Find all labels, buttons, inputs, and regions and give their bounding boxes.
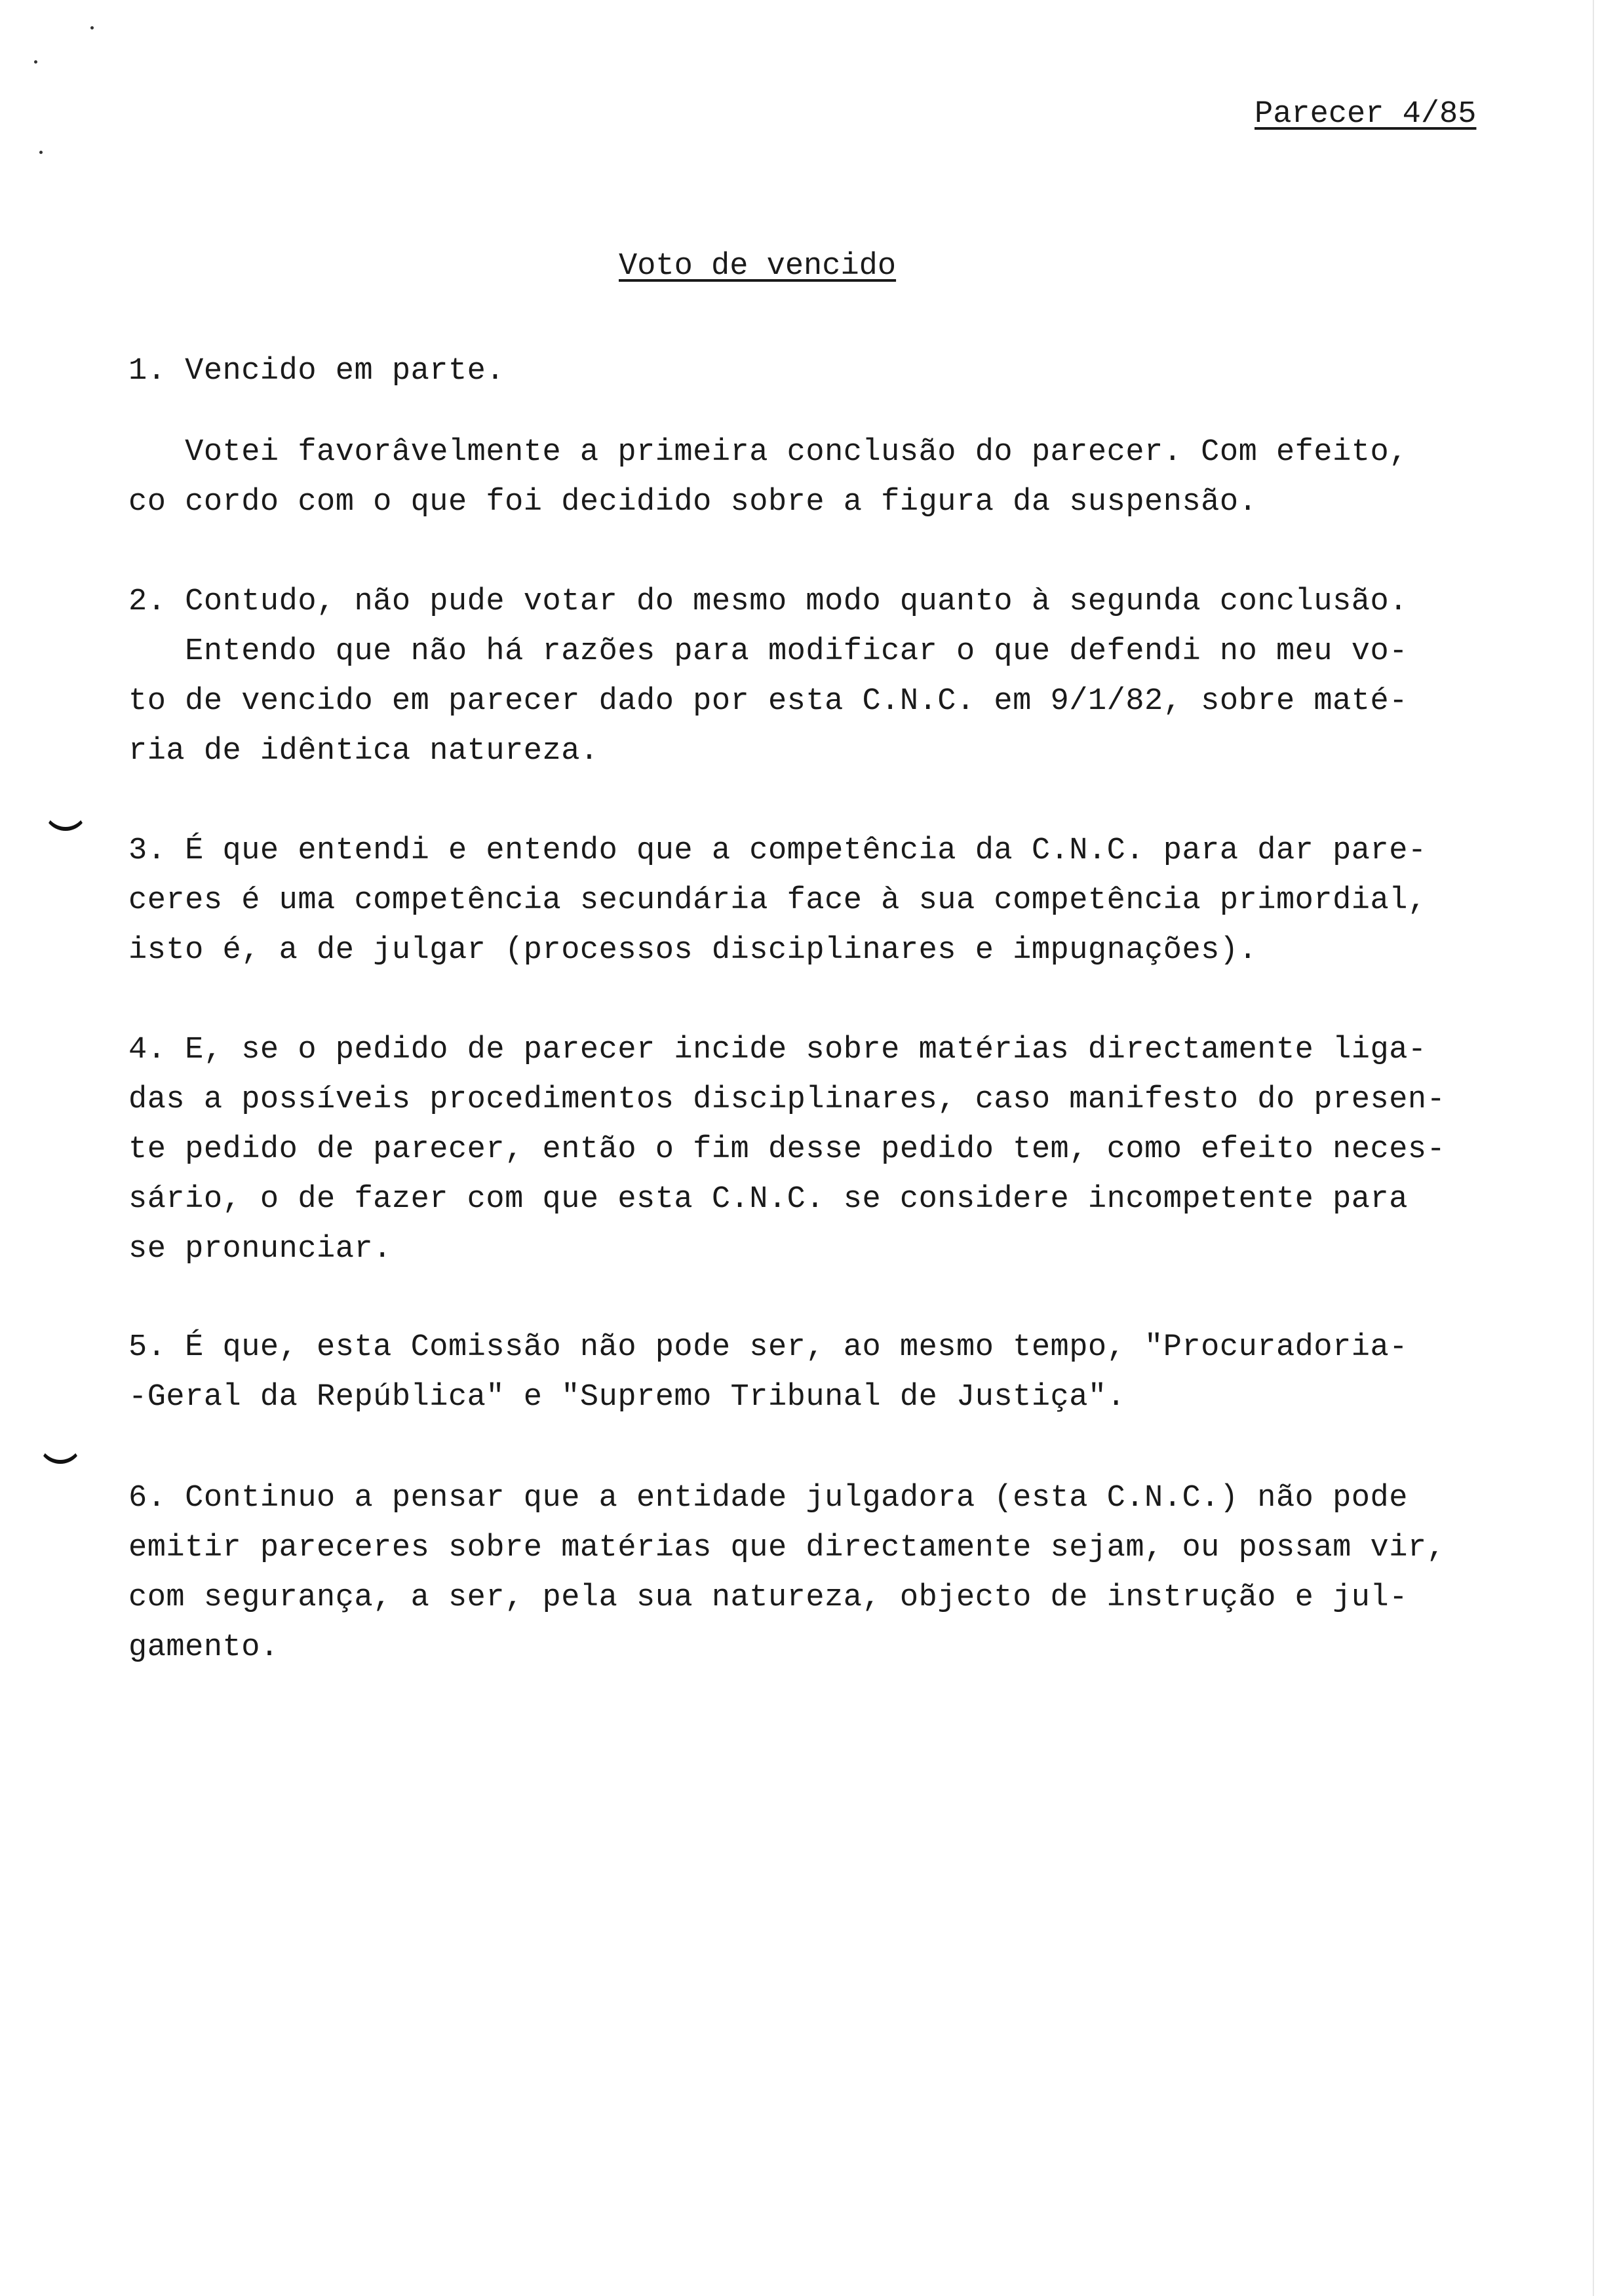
paragraph-line: ceres é uma competência secundária face à sua competência primordial, xyxy=(128,883,1427,918)
paragraph-line: das a possíveis procedimentos disciplinares, caso manifesto do presen- xyxy=(128,1082,1446,1117)
margin-check-mark xyxy=(38,1440,83,1464)
scan-edge xyxy=(1593,0,1594,2296)
paragraph-line: 5. É que, esta Comissão não pode ser, ao mesmo tempo, "Procuradoria- xyxy=(128,1330,1408,1365)
paragraph-line: emitir pareceres sobre matérias que directamente sejam, ou possam vir, xyxy=(128,1531,1446,1565)
paragraph-line: com segurança, a ser, pela sua natureza, objecto de instrução e jul- xyxy=(128,1580,1408,1615)
paragraph-line: Votei favorâvelmente a primeira conclusão do parecer. Com efeito, xyxy=(128,435,1408,470)
paragraph-line: sário, o de fazer com que esta C.N.C. se considere incompetente para xyxy=(128,1182,1408,1217)
paragraph-line: co cordo com o que foi decidido sobre a figura da suspensão. xyxy=(128,485,1258,520)
paragraph-line: 2. Contudo, não pude votar do mesmo modo quanto à segunda conclusão. xyxy=(128,584,1408,619)
paragraph-line: isto é, a de julgar (processos disciplinares e impugnações). xyxy=(128,933,1258,968)
paragraph-line: -Geral da República" e "Supremo Tribunal de Justiça". xyxy=(128,1380,1126,1415)
paragraph-line: to de vencido em parecer dado por esta C.N.C. em 9/1/82, sobre maté- xyxy=(128,684,1408,719)
paragraph-line: te pedido de parecer, então o fim desse pedido tem, como efeito neces- xyxy=(128,1132,1446,1167)
scan-speck xyxy=(39,151,43,154)
margin-check-mark xyxy=(43,807,88,831)
paragraph-line: 6. Continuo a pensar que a entidade julgadora (esta C.N.C.) não pode xyxy=(128,1481,1408,1516)
scan-speck xyxy=(34,60,37,64)
paragraph-line: gamento. xyxy=(128,1630,279,1665)
document-title: Voto de vencido xyxy=(619,249,897,284)
document-reference: Parecer 4/85 xyxy=(1255,97,1477,132)
paragraph-line: se pronunciar. xyxy=(128,1232,392,1267)
paragraph-line: 1. Vencido em parte. xyxy=(128,354,505,389)
scan-speck xyxy=(90,26,94,29)
paragraph-line: Entendo que não há razões para modificar o que defendi no meu vo- xyxy=(128,634,1408,669)
paragraph-line: ria de idêntica natureza. xyxy=(128,734,599,769)
paragraph-line: 3. É que entendi e entendo que a competência da C.N.C. para dar pare- xyxy=(128,833,1427,868)
paragraph-line: 4. E, se o pedido de parecer incide sobre matérias directamente liga- xyxy=(128,1033,1427,1067)
